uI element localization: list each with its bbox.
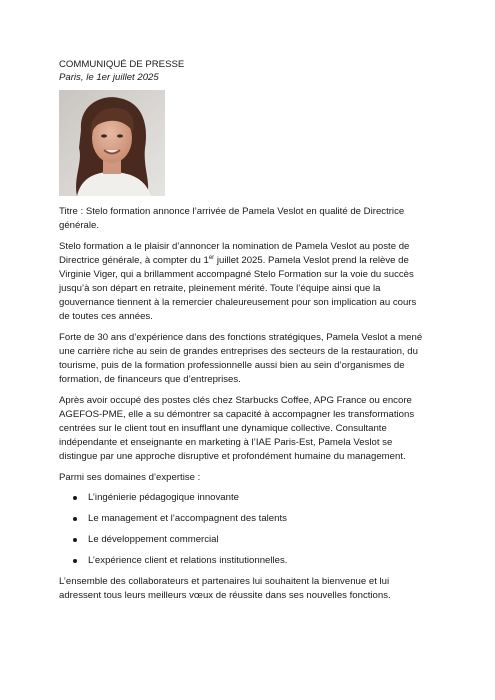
dateline: Paris, le 1er juillet 2025 — [59, 72, 159, 83]
experience-paragraph: Forte de 30 ans d’expérience dans des fonctions stratégiques, Pamela Veslot a mené une carrière riche au sein de grandes entreprises des secteurs de la restauration, du tourisme, puis de la formation professionnelle aussi bien au sein d’organismes de formation, de financeurs que d’entreprises. — [59, 332, 423, 385]
portrait-photo — [59, 90, 165, 196]
career-paragraph: Après avoir occupé des postes clés chez Starbucks Coffee, APG France ou encore AGEFOS-PME, elle a su démontrer sa capacité à accompagner les transformations centrées sur le client tout en insufflant une dynamique collective. Consultante indépendante et enseignante en marketing à l’IAE Paris-Est, Pamela Veslot se distingue par une approche disruptive et profondément humaine du management. — [59, 395, 415, 462]
expertise-list — [59, 491, 429, 568]
announcement-paragraph — [59, 240, 429, 324]
ordinal-superscript: er — [208, 254, 215, 261]
list-item-text: Le management et l’accompagnent des talents — [88, 513, 287, 524]
expertise-intro: Parmi ses domaines d’expertise : — [59, 472, 201, 483]
press-release-heading: COMMUNIQUÉ DE PRESSE — [59, 59, 185, 70]
bullet-icon — [73, 517, 77, 521]
bullet-icon — [73, 559, 77, 563]
list-item-text: L’expérience client et relations institutionnelles. — [88, 555, 288, 566]
list-item — [59, 512, 429, 526]
list-item — [59, 554, 429, 568]
closing-paragraph: L’ensemble des collaborateurs et partenaires lui souhaitent la bienvenue et lui adressent tous leurs meilleurs vœux de réussite dans ses nouvelles fonctions. — [59, 576, 391, 601]
list-item-text: Le développement commercial — [88, 534, 219, 545]
bullet-icon — [73, 538, 77, 542]
announcement-text-start: Stelo formation a le plaisir d’annoncer la nomination de Pamela Veslot au poste de Directrice générale, à compter du 1 — [59, 241, 410, 266]
list-item-text: L’ingénierie pédagogique innovante — [88, 492, 239, 503]
title-paragraph: Titre : Stelo formation annonce l’arrivée de Pamela Veslot en qualité de Directrice générale. — [59, 206, 405, 231]
document-body — [59, 58, 429, 610]
announcement-text-end: juillet 2025. Pamela Veslot prend la relève de Virginie Viger, qui a brillamment accompagné Stelo Formation sur la voie du succès jusqu’à son départ en retraite, pleinement mérité. Toute l’équipe ainsi que la gouvernance tiennent à la remercier chaleureusement pour son implication au cours de toutes ces années. — [59, 255, 417, 322]
portrait-image — [59, 90, 165, 196]
bullet-icon — [73, 496, 77, 500]
list-item — [59, 533, 429, 547]
list-item — [59, 491, 429, 505]
